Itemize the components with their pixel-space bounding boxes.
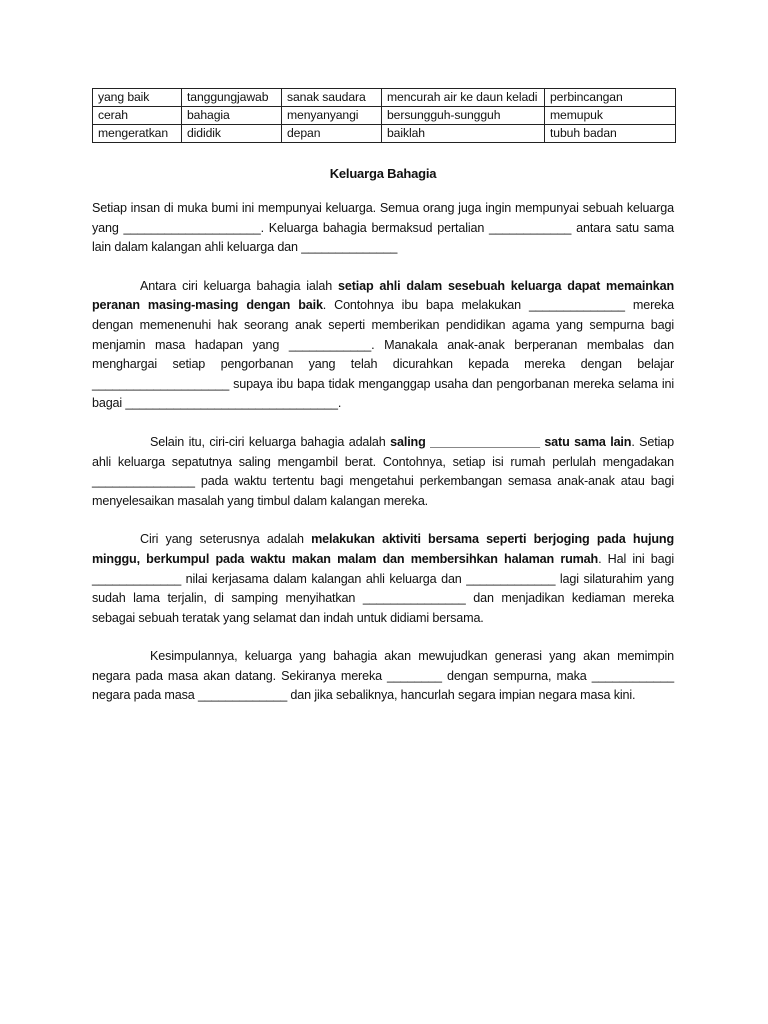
paragraph-bold-text: saling ________________ satu sama lain [390, 434, 632, 449]
essay-title: Keluarga Bahagia [329, 166, 437, 181]
paragraph-text: . Contohnya ibu bapa melakukan ______________ mereka dengan memenenuhi hak seorang anak seperti memberikan pendidikan agama yang sempurna bagi menjamin masa hadapan yang ____________. Manakala anak-anak berperanan membalas dan menghargai setiap pengorbanan yang telah dicurahkan kepada mereka dengan belajar ____________________ supaya ibu bapa tidak menganggap usaha dan pengorbanan mereka selama ini bagai _______________________________. [92, 298, 674, 411]
paragraph-point-2 [92, 433, 674, 511]
paragraph-bold-text: melakukan aktiviti bersama seperti berjoging pada hujung minggu, berkumpul pada waktu makan malam dan membersihkan halaman rumah [92, 532, 674, 566]
table-cell: mencurah air ke daun keladi [382, 89, 545, 107]
table-cell: cerah [93, 107, 182, 125]
table-cell: depan [282, 125, 382, 143]
table-cell: menyanyangi [282, 107, 382, 125]
paragraph-bold-text: setiap ahli dalam sesebuah keluarga dapat memainkan peranan masing-masing dengan baik [92, 278, 674, 313]
table-cell: yang baik [93, 89, 182, 107]
paragraph-text: Selain itu, ciri-ciri keluarga bahagia adalah [150, 434, 391, 449]
worksheet-page [92, 88, 674, 706]
table-cell: perbincangan [545, 89, 676, 107]
word-bank-table [92, 88, 676, 143]
paragraph-conclusion: Kesimpulannya, keluarga yang bahagia akan mewujudkan generasi yang akan memimpin negara pada masa akan datang. Sekiranya mereka ________ dengan sempurna, maka ____________ negara pada masa _____________ dan jika sebaliknya, hancurlah segara impian negara masa kini. [92, 649, 674, 703]
paragraph-text: . Hal ini bagi _____________ nilai kerjasama dalam kalangan ahli keluarga dan _____________ lagi silaturahim yang sudah lama terjalin, di samping menyihatkan _______________ dan menjadikan kediaman mereka sebagai sebuah teratak yang selamat dan indah untuk didiami bersama. [92, 551, 674, 625]
paragraph-text: Ciri yang seterusnya adalah [140, 532, 312, 547]
table-cell: mengeratkan [93, 125, 182, 143]
paragraph-point-3 [92, 530, 674, 628]
table-row [93, 89, 676, 107]
table-cell: sanak saudara [282, 89, 382, 107]
table-row [93, 125, 676, 143]
paragraph-intro: Setiap insan di muka bumi ini mempunyai keluarga. Semua orang juga ingin mempunyai sebuah keluarga yang ____________________. Keluarga bahagia bermaksud pertalian ____________ antara satu sama lain dalam kalangan ahli keluarga dan ______________ [92, 201, 674, 255]
paragraph-text: . Setiap ahli keluarga sepatutnya saling mengambil berat. Contohnya, setiap isi rumah perlulah mengadakan _______________ pada waktu tertentu bagi mengetahui perkembangan semasa anak-anak atau bagi menyelesaikan masalah yang timbul dalam kalangan mereka. [92, 434, 674, 508]
table-cell: tanggungjawab [182, 89, 282, 107]
table-cell: tubuh badan [545, 125, 676, 143]
paragraph-text: Antara ciri keluarga bahagia ialah [140, 278, 338, 293]
table-cell: memupuk [545, 107, 676, 125]
table-cell: bersungguh-sungguh [382, 107, 545, 125]
table-cell: bahagia [182, 107, 282, 125]
table-cell: dididik [182, 125, 282, 143]
table-cell: baiklah [382, 125, 545, 143]
paragraph-point-1 [92, 277, 674, 414]
table-row [93, 107, 676, 125]
